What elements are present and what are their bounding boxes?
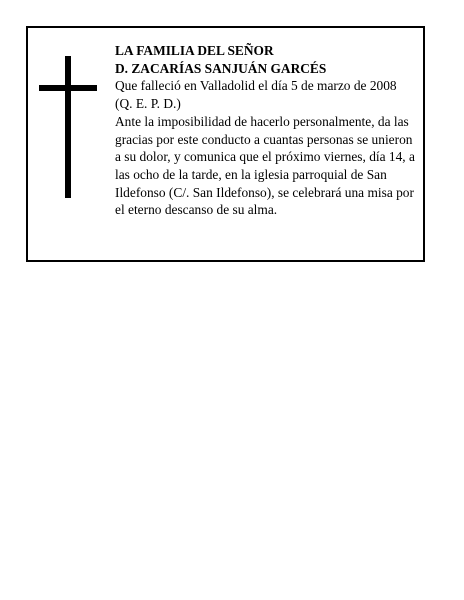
rip-abbreviation: (Q. E. P. D.) bbox=[115, 96, 181, 112]
passing-statement: Que falleció en Valladolid el día 5 de marzo de 2008 bbox=[115, 78, 397, 94]
cross-vertical-bar bbox=[65, 56, 71, 198]
obituary-notice bbox=[26, 26, 425, 262]
notice-text bbox=[115, 42, 421, 219]
notice-body: Ante la imposibilidad de hacerlo personalmente, da las gracias por este conducto a cuantas personas se unieron a su dolor, y comunica que el próximo viernes, día 14, a las ocho de la tarde, en la iglesia parroquial de San Ildefonso (C/. San Ildefonso), se celebrará una misa por el eterno descanso de su alma. bbox=[115, 113, 415, 218]
family-heading: LA FAMILIA DEL SEÑOR bbox=[115, 43, 274, 58]
cross-horizontal-bar bbox=[39, 85, 97, 91]
deceased-name: D. ZACARÍAS SANJUÁN GARCÉS bbox=[115, 60, 327, 76]
